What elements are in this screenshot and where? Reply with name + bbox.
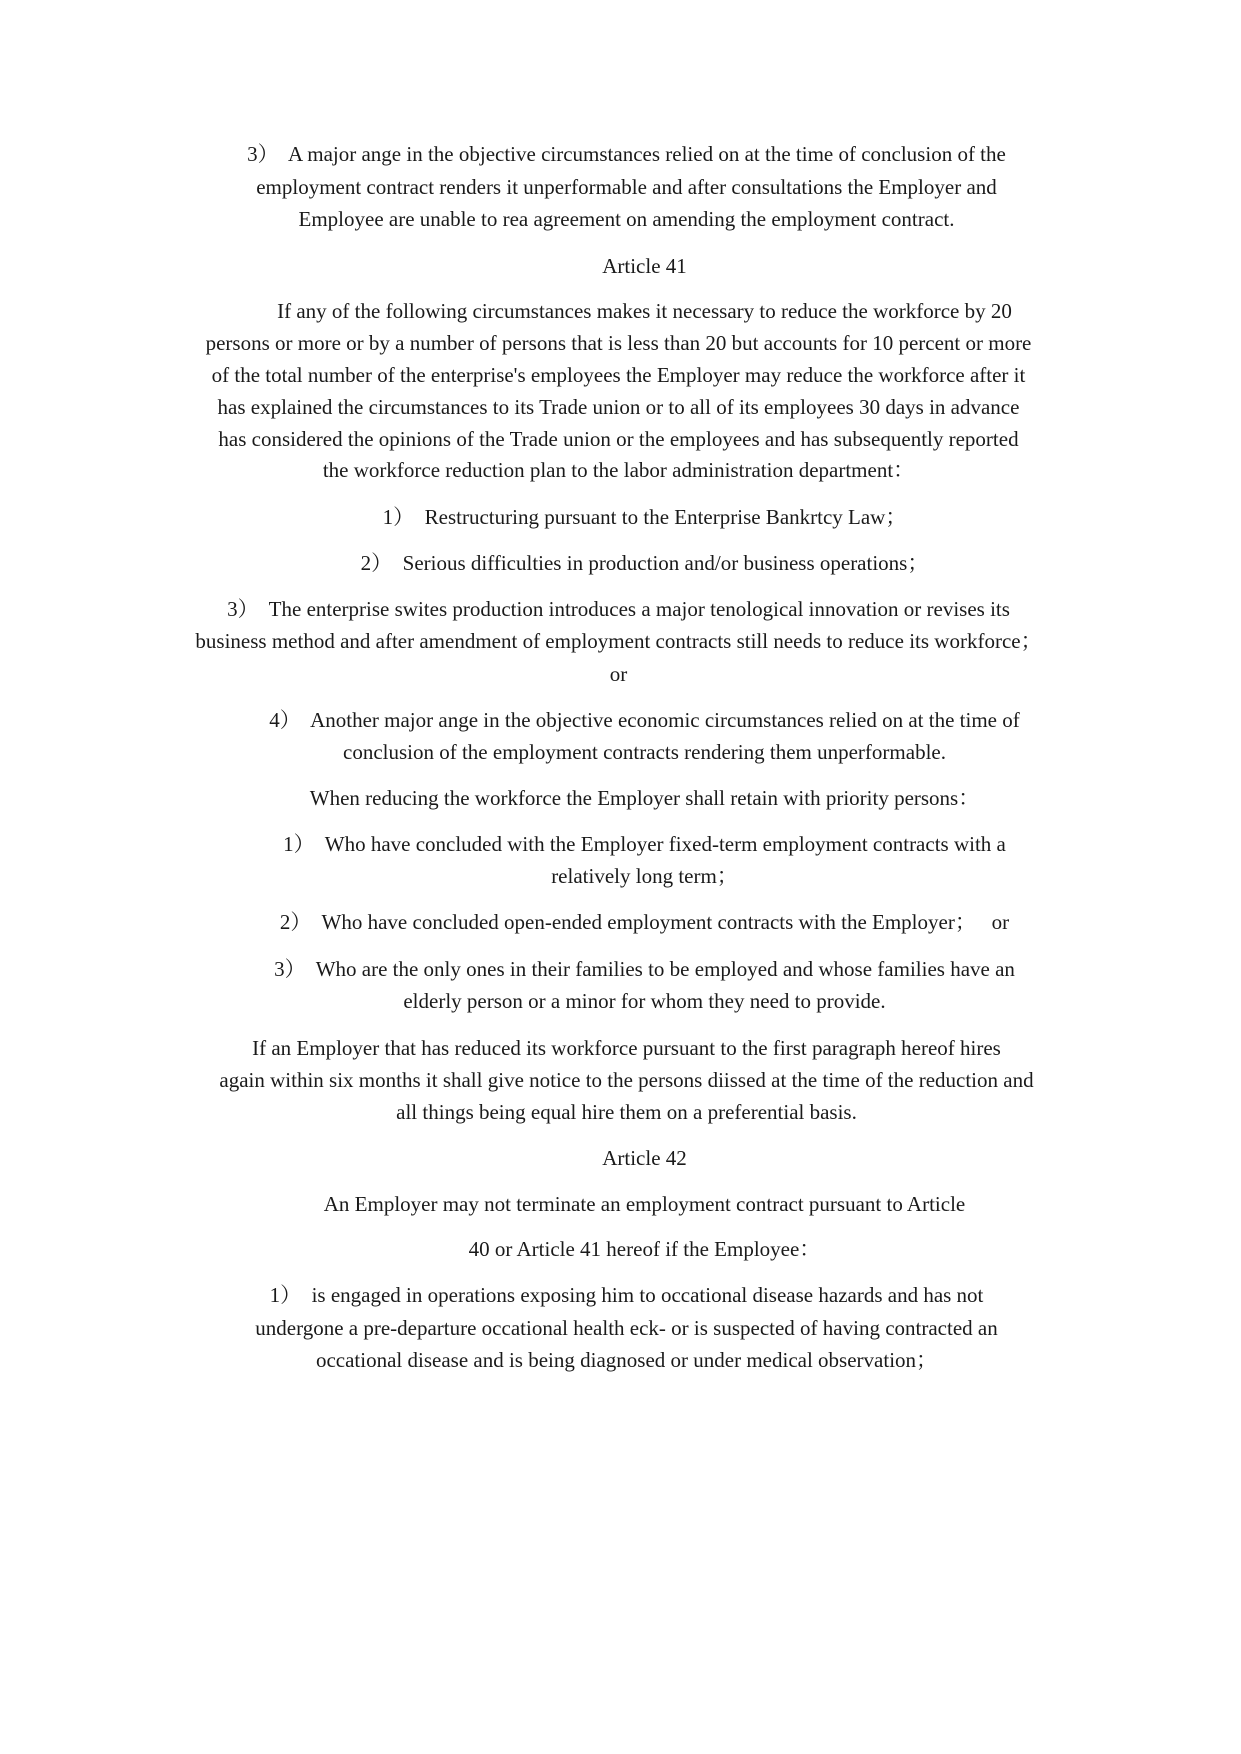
text-line: undergone a pre-departure occational health eck- or is suspected of having contracted an (255, 1316, 998, 1340)
text-line: elderly person or a minor for whom they need to provide. (403, 989, 886, 1013)
text-line: When reducing the workforce the Employer shall retain with priority persons： (309, 786, 980, 810)
text-line: has considered the opinions of the Trade union or the employees and has subsequently reported (218, 427, 1019, 451)
list-item: 3） The enterprise swites production introduces a major tenological innovation or revises its (227, 597, 1010, 621)
text-line: occational disease and is being diagnosed or under medical observation； (315, 1348, 938, 1372)
text-line: of the total number of the enterprise's employees the Employer may reduce the workforce after it (211, 363, 1026, 387)
text-line: If an Employer that has reduced its workforce pursuant to the first paragraph hereof hires (252, 1036, 1001, 1060)
article-heading: Article 41 (602, 254, 687, 278)
list-item: 2） Serious difficulties in production and/or business operations； (360, 551, 929, 575)
list-item: 1） is engaged in operations exposing him to occational disease hazards and has not (269, 1283, 984, 1307)
text-line: An Employer may not terminate an employment contract pursuant to Article (323, 1192, 966, 1216)
article-heading: Article 42 (602, 1146, 687, 1170)
list-item: 1） Who have concluded with the Employer fixed-term employment contracts with a (283, 832, 1006, 856)
list-item: 4） Another major ange in the objective economic circumstances relied on at the time of (269, 708, 1020, 732)
text-line: If any of the following circumstances makes it necessary to reduce the workforce by 20 (277, 299, 1012, 323)
text-line: 3） A major ange in the objective circumstances relied on at the time of conclusion of the (247, 142, 1006, 166)
text-line: employment contract renders it unperformable and after consultations the Employer and (256, 175, 997, 199)
text-line: conclusion of the employment contracts rendering them unperformable. (343, 740, 946, 764)
text-line: relatively long term； (551, 864, 738, 888)
list-item: 1） Restructuring pursuant to the Enterprise Bankrtcy Law； (382, 505, 907, 529)
text-line: again within six months it shall give notice to the persons diissed at the time of the reduction and (219, 1068, 1034, 1092)
text-line: or (609, 662, 628, 686)
text-line: 40 or Article 41 hereof if the Employee： (468, 1237, 821, 1261)
text-line: business method and after amendment of employment contracts still needs to reduce its workforce； (195, 629, 1042, 653)
text-line: Employee are unable to rea agreement on amending the employment contract. (298, 207, 955, 231)
list-item: 2） Who have concluded open-ended employment contracts with the Employer； or (279, 910, 1010, 934)
list-item: 3） Who are the only ones in their families to be employed and whose families have an (274, 957, 1015, 981)
text-line: all things being equal hire them on a preferential basis. (396, 1100, 857, 1124)
text-line: persons or more or by a number of persons that is less than 20 but accounts for 10 percent or more (205, 331, 1032, 355)
text-line: has explained the circumstances to its Trade union or to all of its employees 30 days in advance (217, 395, 1020, 419)
text-line: the workforce reduction plan to the labor administration department： (322, 458, 915, 482)
